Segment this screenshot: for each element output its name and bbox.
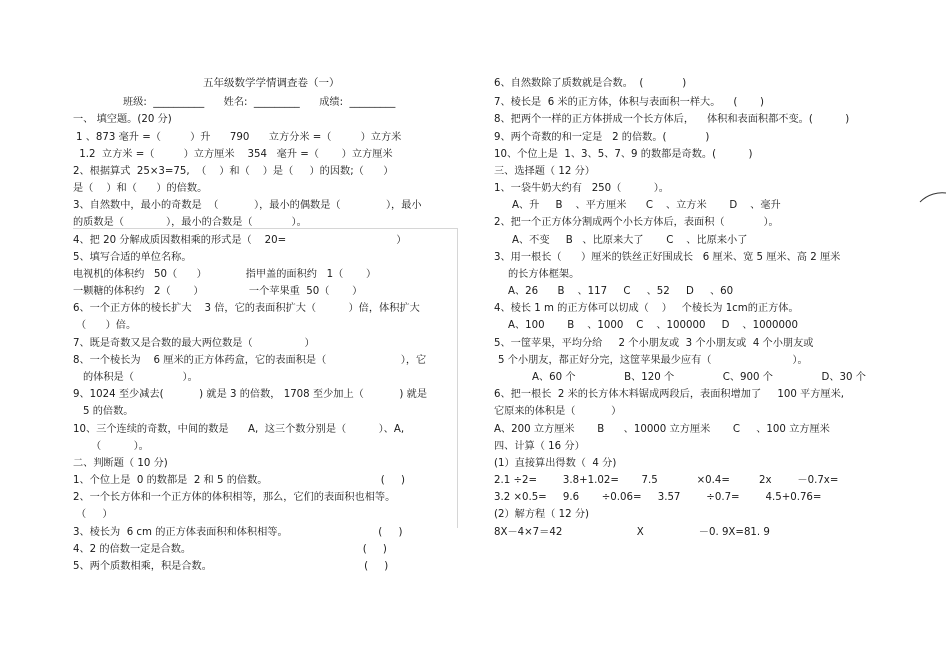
text-line: 二、判断题（ 10 分) (73, 458, 168, 469)
text-line: 的质数是（ ），最小的合数是（ ）。 (73, 217, 307, 228)
text-line: 2.1 ÷2= 3.8+1.02= 7.5 ×0.4= 2x －0.7x= (494, 475, 839, 486)
text-line: 是（ ）和（ ）的倍数。 (73, 183, 208, 194)
text-line: 9、两个奇数的和一定是 2 的倍数。( ) (494, 132, 710, 143)
text-line: 6、一个正方体的棱长扩大 3 倍，它的表面积扩大（ ）倍，体积扩大 (73, 303, 420, 314)
text-line: 4、把 20 分解成质因数相乘的形式是（ 20= ） (73, 235, 407, 246)
text-line: 8X－4×7＝42 X －0. 9X=81. 9 (494, 527, 770, 538)
text-line: 3、用一根长（ ）厘米的铁丝正好围成长 6 厘米、宽 5 厘米、高 2 厘米 (494, 252, 841, 263)
text-line: 1 、873 毫升 =（ ）升 790 立方分米 =（ ）立方米 (76, 132, 402, 143)
text-line: 1.2 立方米 =（ ）立方厘米 354 毫升 =（ ）立方厘米 (76, 149, 393, 160)
text-line: 三、选择题（ 12 分） (494, 166, 595, 177)
text-line: （ ）。 (91, 441, 149, 452)
text-line: 1、个位上是 0 的数都是 2 和 5 的倍数。 ( ) (73, 475, 405, 486)
text-line: 6、把一根长 2 米的长方体木料锯成两段后，表面积增加了 100 平方厘米, (494, 389, 845, 400)
text-line: 3、自然数中，最小的奇数是 （ ），最小的偶数是（ ），最小 (73, 200, 422, 211)
text-line: 电视机的体积约 50（ ） 指甲盖的面积约 1（ ） (73, 269, 377, 280)
text-line: 2、把一个正方体分割成两个小长方体后，表面积（ ）。 (494, 217, 779, 228)
text-line: 2、一个长方体和一个正方体的体积相等，那么，它们的表面积也相等。 (73, 492, 396, 503)
text-line: A、100 B 、1000 C 、100000 D 、1000000 (508, 320, 798, 331)
text-line: 8、把两个一样的正方体拼成一个长方体后， 体积和表面积都不变。( ) (494, 114, 850, 125)
exam-title: 五年级数学学情调查卷（一） (203, 77, 340, 89)
text-line: 四、计算（ 16 分） (494, 441, 585, 452)
text-line: 它原来的体积是（ ） (494, 406, 622, 417)
text-line: A、升 B 、平方厘米 C 、立方米 D 、毫升 (512, 200, 781, 211)
text-line: 2、根据算式 25×3=75, （ ）和（ ）是（ ）的因数;（ ） (73, 166, 394, 177)
text-line: 5、填写合适的单位名称。 (73, 252, 192, 263)
text-line: 3.2 ×0.5= 9.6 ÷0.06= 3.57 ÷0.7= 4.5+0.76= (494, 492, 822, 503)
text-line: 1、一袋牛奶大约有 250（ ）。 (494, 183, 669, 194)
text-line: 7、既是奇数又是合数的最大两位数是（ ） (73, 338, 315, 349)
text-line: 7、棱长是 6 米的正方体，体积与表面积一样大。 ( ) (494, 97, 764, 108)
text-line: 3、棱长为 6 cm 的正方体表面积和体积相等。 ( ) (73, 527, 403, 538)
scan-line-vertical (457, 228, 458, 528)
text-line: (1）直接算出得数（ 4 分) (494, 458, 617, 469)
text-line: 5、一筐苹果，平均分给 2 个小朋友或 3 个小朋友或 4 个小朋友或 (494, 338, 814, 349)
text-line: A、不变 B 、比原来大了 C 、比原来小了 (512, 235, 748, 246)
text-line: 一、 填空题。(20 分) (73, 114, 172, 125)
scan-line-horizontal (73, 228, 457, 229)
text-line: 5 的倍数。 (83, 406, 134, 417)
text-line: 9、1024 至少减去( ) 就是 3 的倍数， 1708 至少加上（ ) 就是 (73, 389, 428, 400)
text-line: 5、两个质数相乘，积是合数。 ( ) (73, 561, 389, 572)
text-line: 4、棱长 1 m 的正方体可以切成（ ） 个棱长为 1cm的正方体。 (494, 303, 799, 314)
text-line: （ ）倍。 (76, 320, 137, 331)
text-line: 10、个位上是 1、3、5、7、9 的数都是奇数。( ) (494, 149, 753, 160)
text-line: （ ） (76, 509, 113, 520)
text-line: A、200 立方厘米 B 、10000 立方厘米 C 、100 立方厘米 (494, 424, 830, 435)
text-line: (2）解方程（ 12 分) (494, 509, 589, 520)
page-edge-mark (918, 190, 948, 204)
text-line: 10、三个连续的奇数，中间的数是 A, 这三个数分别是（ ）、A, (73, 424, 405, 435)
text-line: 6、自然数除了质数就是合数。 ( ) (494, 78, 687, 89)
text-line: 8、一个棱长为 6 厘米的正方体药盒，它的表面积是（ ），它 (73, 355, 427, 366)
text-line: A、26 B 、117 C 、52 D 、60 (508, 286, 734, 297)
text-line: 一颗糖的体积约 2（ ） 一个苹果重 50（ ） (73, 286, 363, 297)
text-line: 的长方体框架。 (508, 269, 580, 280)
text-line: 班级: __________ 姓名: _________ 成绩: _________ (123, 97, 396, 108)
text-line: 的体积是（ ）。 (83, 372, 198, 383)
text-line: 4、2 的倍数一定是合数。 ( ) (73, 544, 387, 555)
text-line: 5 个小朋友，都正好分完，这筐苹果最少应有（ ）。 (498, 355, 808, 366)
text-line: A、60 个 B、120 个 C、900 个 D、30 个 (532, 372, 866, 383)
